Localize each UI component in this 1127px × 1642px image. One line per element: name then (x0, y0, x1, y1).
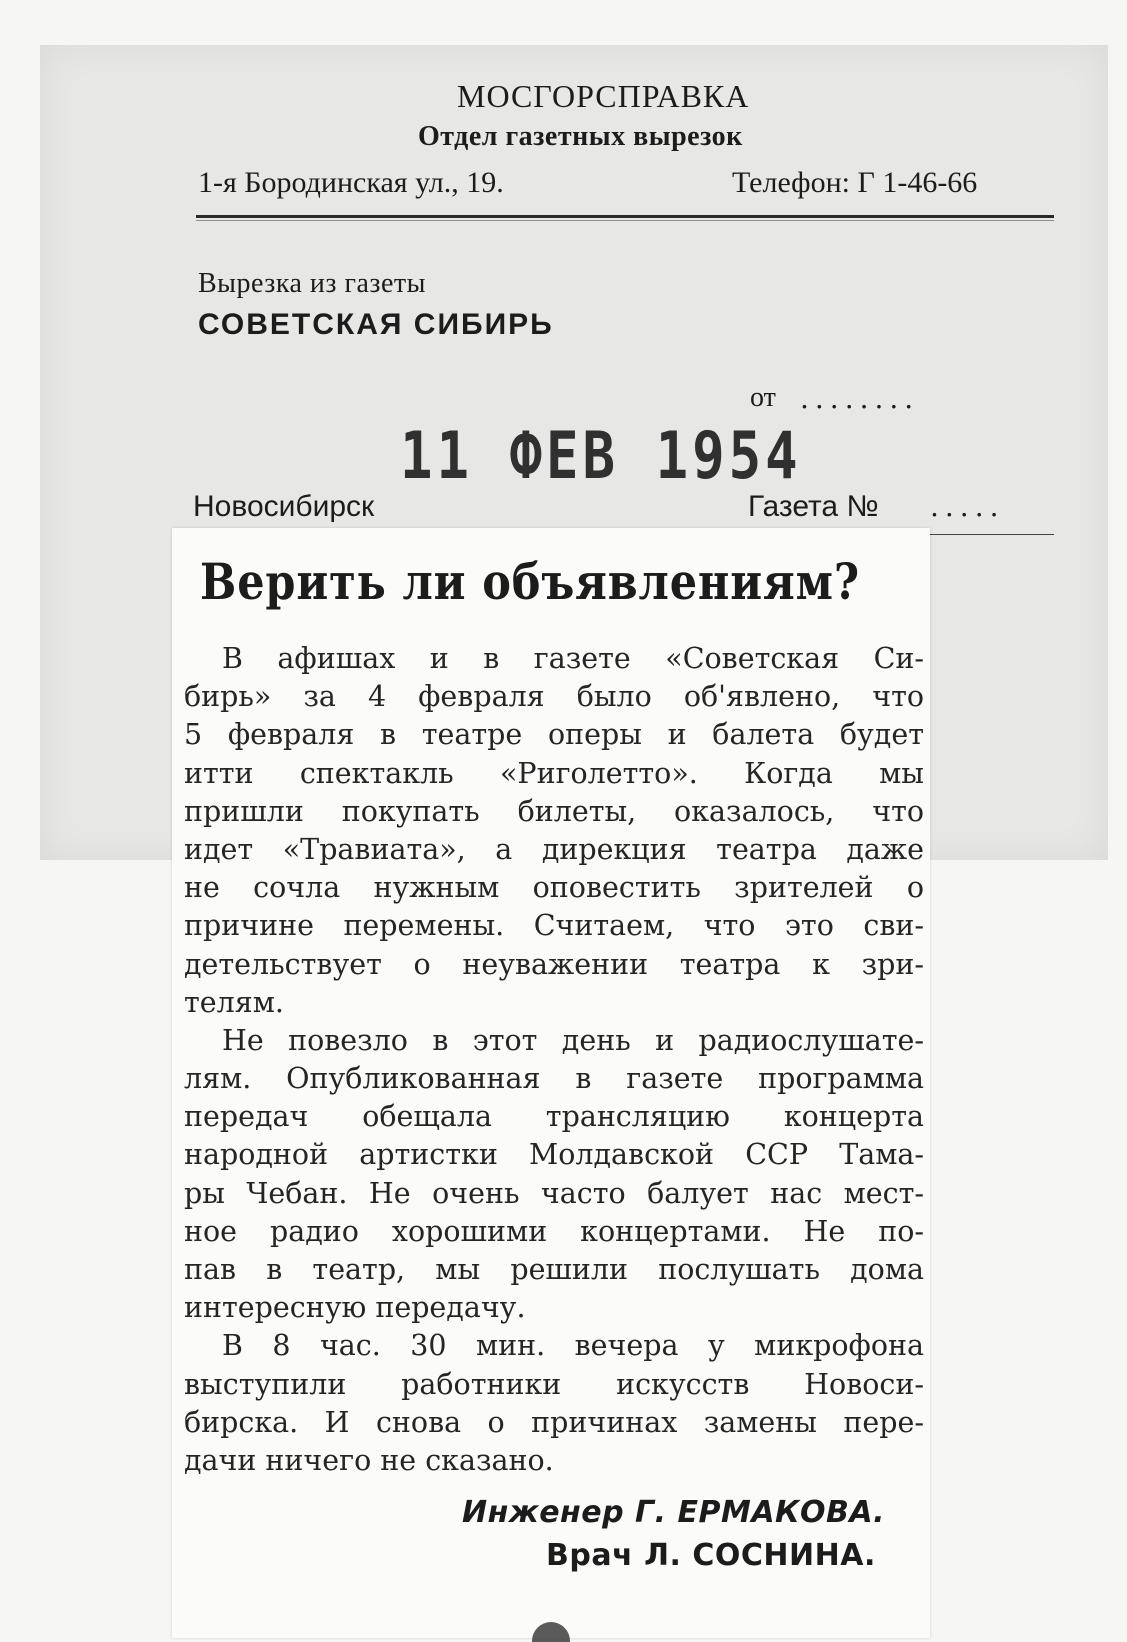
date-stamp: 11 ФЕВ 1954 (400, 418, 802, 494)
clipping-label: Вырезка из газеты (198, 268, 426, 299)
article-line: пав в театр, мы решили послушать дома (184, 1253, 924, 1286)
signature-engineer: Инженер Г. ЕРМАКОВА. (462, 1495, 886, 1530)
issue-number-underline (930, 534, 1054, 535)
article-line: ное радио хорошими концертами. Не по- (184, 1214, 924, 1248)
phone-number: Телефон: Г 1-46-66 (732, 166, 978, 199)
article-line: бирска. И снова о причинах замены пере- (184, 1405, 924, 1439)
signature-doctor: Врач Л. СОСНИНА. (546, 1538, 876, 1573)
article-line: бирь» за 4 февраля было об'явлено, что (184, 680, 924, 714)
article-line: ры Чебан. Не очень часто балует нас мест- (184, 1176, 924, 1210)
issue-number-field: ..... (930, 490, 1005, 523)
article-headline: Верить ли объявлениям? (200, 552, 860, 611)
article-line: причине перемены. Считаем, что это сви- (184, 909, 924, 943)
from-date-label: от (750, 382, 776, 413)
article-line: не сочла нужным оповестить зрителей о (184, 871, 924, 905)
article-line: интересную передачу. (184, 1291, 526, 1325)
article-line: В афишах и в газете «Советская Си- (222, 642, 924, 675)
organization-name: МОСГОРСПРАВКА (457, 78, 750, 114)
address: 1-я Бородинская ул., 19. (198, 166, 504, 199)
header-divider (196, 215, 1054, 218)
newspaper-name: СОВЕТСКАЯ СИБИРЬ (198, 308, 554, 341)
article-line: лям. Опубликованная в газете программа (184, 1062, 924, 1096)
header-divider-secondary (196, 220, 1054, 221)
article-line: идет «Травиата», а дирекция театра даже (184, 832, 924, 866)
article-line: телям. (184, 985, 284, 1019)
issue-number-label: Газета № (748, 490, 879, 523)
article-line: пришли покупать билеты, оказалось, что (184, 794, 924, 828)
article-line: В 8 час. 30 мин. вечера у микрофона (222, 1329, 924, 1363)
from-date-field: ........ (800, 382, 920, 415)
article-line: 5 февраля в театре оперы и балета будет (184, 718, 924, 752)
department-name: Отдел газетных вырезок (418, 121, 743, 152)
article-line: итти спектакль «Риголетто». Когда мы (184, 756, 924, 790)
article-line: народной артистки Молдавской ССР Тама- (184, 1138, 924, 1172)
article-line: дачи ничего не сказано. (184, 1443, 554, 1477)
city-name: Новосибирск (193, 490, 375, 523)
article-line: передач обещала трансляцию концерта (184, 1100, 924, 1134)
article-line: Не повезло в этот день и радиослушате- (222, 1023, 924, 1057)
article-line: выступили работники искусств Новоси- (184, 1367, 924, 1401)
article-body (184, 640, 924, 1480)
article-line: детельствует о неуважении театра к зри- (184, 947, 924, 981)
